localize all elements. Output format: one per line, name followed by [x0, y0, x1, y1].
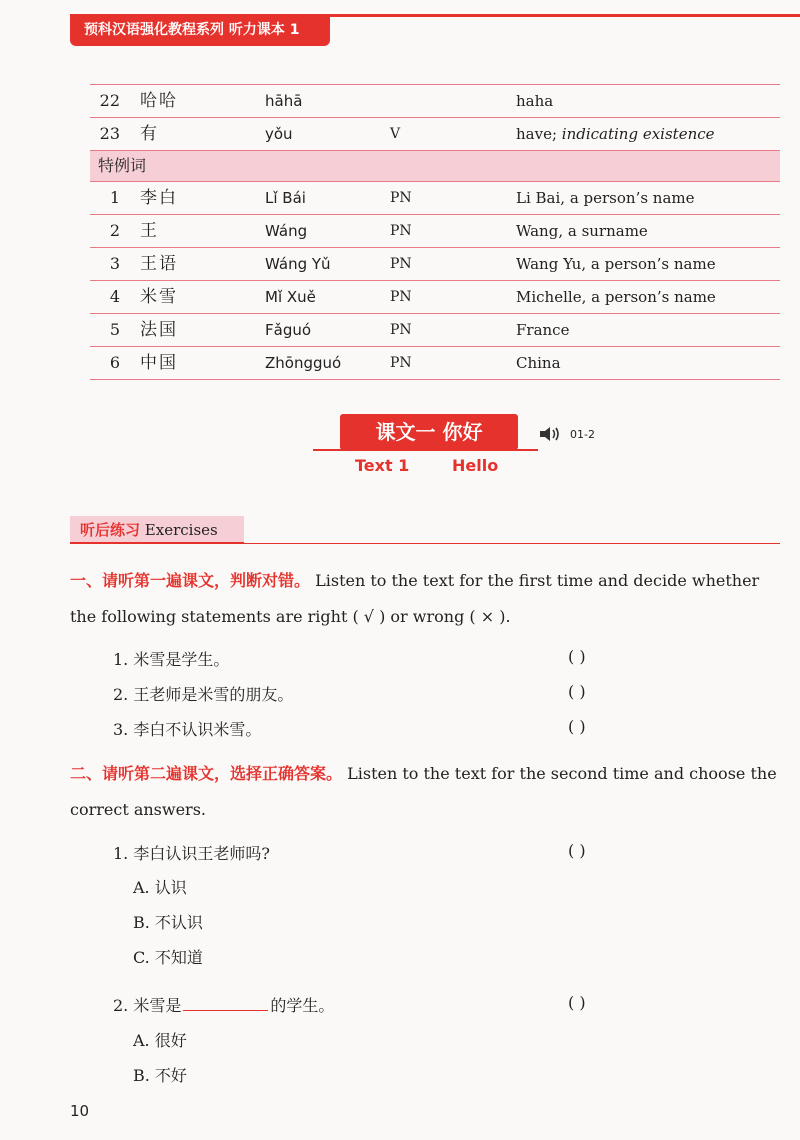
answer-blank[interactable]: ( ) [568, 682, 586, 701]
vocab-row [90, 84, 780, 118]
vocab-pos: PN [390, 190, 412, 206]
text-title-en: Hello [452, 456, 499, 475]
answer-blank[interactable]: ( ) [568, 717, 586, 736]
vocab-pinyin: Wáng [265, 222, 308, 240]
exercises-tag-zh: 听后练习 [80, 521, 141, 539]
exercises-tag [70, 516, 244, 544]
vocab-num: 6 [109, 353, 120, 372]
series-title: 预科汉语强化教程系列 听力课本 1 [70, 14, 330, 46]
vocab-num: 1 [109, 188, 120, 207]
vocab-meaning-italic: indicating existence [561, 125, 715, 143]
page-number: 10 [70, 1102, 90, 1120]
part1-instruction [70, 563, 780, 635]
vocab-pinyin: Wáng Yǔ [265, 255, 331, 273]
exercises-tag-en: Exercises [144, 521, 218, 539]
vocab-pinyin: Mǐ Xuě [265, 288, 316, 306]
vocab-word: 米雪 [140, 287, 178, 307]
vocab-row [90, 182, 780, 215]
answer-option[interactable]: B. 不好 [133, 1066, 187, 1085]
vocab-num: 4 [109, 287, 120, 306]
part2-instruction-zh: 二、请听第二遍课文，选择正确答案。 [70, 764, 343, 783]
vocab-word: 法国 [140, 320, 178, 340]
part1-item: 3. 李白不认识米雪。 [113, 720, 262, 739]
part1-item: 1. 米雪是学生。 [113, 650, 230, 669]
vocab-pos: PN [390, 223, 412, 239]
vocab-num: 3 [109, 254, 120, 273]
vocab-table [90, 84, 780, 380]
speaker-icon[interactable] [538, 425, 564, 443]
vocab-num: 2 [109, 221, 120, 240]
vocab-word: 王 [140, 221, 159, 241]
vocab-meaning: Michelle, a person’s name [516, 288, 716, 306]
vocab-pos: PN [390, 355, 412, 371]
vocab-meaning: Wang Yu, a person’s name [516, 255, 716, 273]
vocab-pinyin: Zhōngguó [265, 354, 342, 372]
vocab-meaning-plain: have; [516, 125, 562, 143]
vocab-meaning: China [516, 354, 561, 372]
answer-option[interactable]: A. 认识 [133, 878, 187, 897]
vocab-meaning: Li Bai, a person’s name [516, 189, 695, 207]
text-label: Text 1 [355, 456, 410, 475]
question-text-after: 的学生。 [270, 996, 335, 1015]
vocab-pos: PN [390, 289, 412, 305]
vocab-meaning [516, 118, 715, 150]
part2-question [113, 993, 334, 1016]
vocab-word: 中国 [140, 353, 178, 373]
vocab-row [90, 248, 780, 281]
vocab-meaning: Wang, a surname [516, 222, 648, 240]
audio-track-code: 01-2 [570, 428, 595, 441]
part2-instruction-en: Listen to the text for the second time and choose the correct answers. [70, 764, 777, 819]
vocab-pos: PN [390, 322, 412, 338]
part2-question: 1. 李白认识王老师吗? [113, 844, 270, 863]
part1-instruction-en: Listen to the text for the first time and decide whether the following statements are right ( √ ) or wrong ( × ). [70, 571, 760, 626]
vocab-word: 王语 [140, 254, 178, 274]
vocab-pinyin: Fǎguó [265, 321, 312, 339]
category-label: 特例词 [98, 156, 147, 175]
answer-blank[interactable]: ( ) [568, 647, 586, 666]
vocab-num: 5 [109, 320, 120, 339]
vocab-pos: V [390, 126, 401, 142]
part2-instruction [70, 756, 780, 828]
vocab-pinyin: hāhā [265, 92, 303, 110]
vocab-row [90, 281, 780, 314]
answer-option[interactable]: B. 不认识 [133, 913, 203, 932]
vocab-pos: PN [390, 256, 412, 272]
question-text-before: 2. 米雪是 [113, 996, 182, 1015]
vocab-row [90, 215, 780, 248]
answer-option[interactable]: A. 很好 [133, 1031, 187, 1050]
answer-blank[interactable]: ( ) [568, 993, 586, 1012]
answer-blank[interactable]: ( ) [568, 841, 586, 860]
vocab-word: 有 [140, 124, 159, 144]
vocab-meaning: haha [516, 92, 554, 110]
vocab-num: 23 [99, 124, 120, 143]
vocab-row [90, 347, 780, 380]
vocab-word: 哈哈 [140, 91, 178, 111]
text-title-banner: 课文一 你好 [340, 414, 518, 450]
vocab-word: 李白 [140, 188, 178, 208]
category-row [90, 151, 780, 182]
fill-in-blank[interactable] [183, 996, 268, 1011]
vocab-row [90, 118, 780, 151]
vocab-pinyin: Lǐ Bái [265, 189, 306, 207]
vocab-num: 22 [99, 91, 120, 110]
vocab-meaning: France [516, 321, 570, 339]
answer-option[interactable]: C. 不知道 [133, 948, 203, 967]
part1-item: 2. 王老师是米雪的朋友。 [113, 685, 294, 704]
vocab-pinyin: yǒu [265, 125, 293, 143]
part1-instruction-zh: 一、请听第一遍课文，判断对错。 [70, 571, 311, 590]
vocab-row [90, 314, 780, 347]
